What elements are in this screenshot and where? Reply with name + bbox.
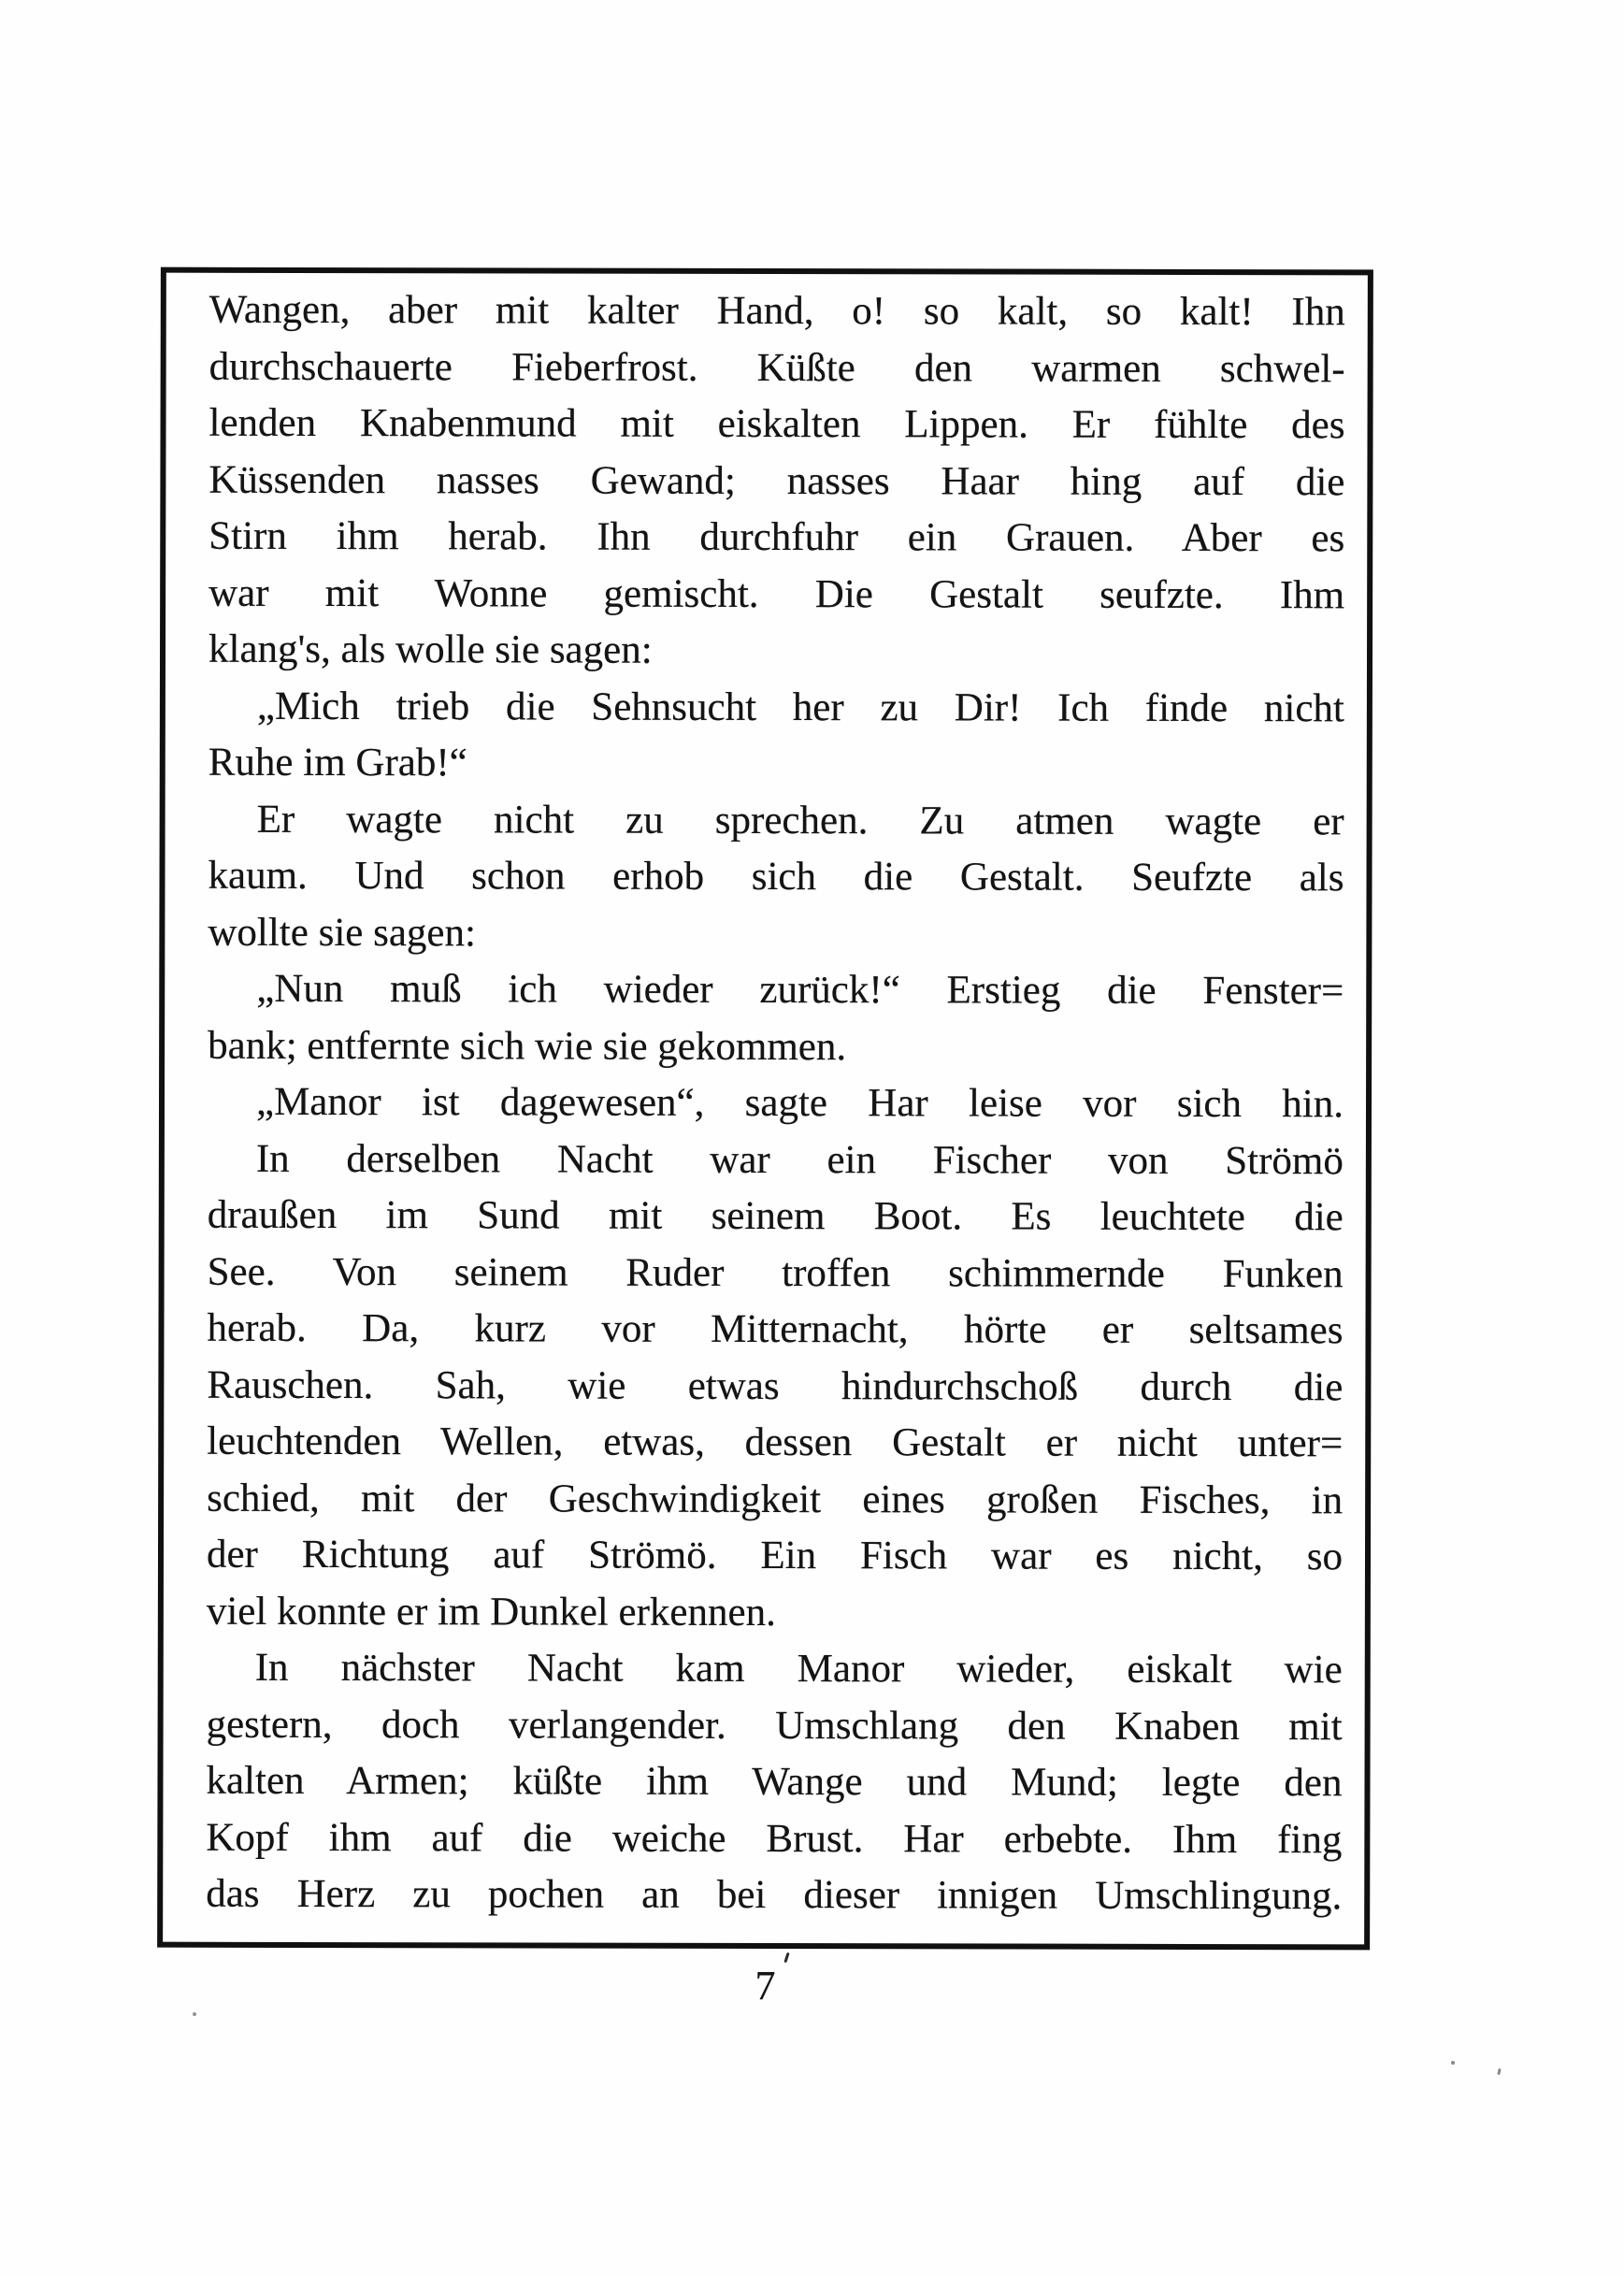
- text-line: „Nun muß ich wieder zurück!“ Erstieg die Fenster=: [256, 966, 1344, 1014]
- text-line: Er wagte nicht zu sprechen. Zu atmen wagte er: [256, 797, 1344, 843]
- text-line: herab. Da, kurz vor Mitternacht, hörte er seltsames: [207, 1305, 1344, 1353]
- text-line: bank; entfernte sich wie sie gekommen.: [208, 1023, 847, 1069]
- page-number: 7: [755, 1963, 776, 2009]
- text-line: Wangen, aber mit kalter Hand, o! so kalt, so kalt! Ihn: [208, 287, 1345, 335]
- text-frame-border: [157, 267, 1373, 1951]
- text-line: Stirn ihm herab. Ihn durchfuhr ein Grauen. Aber es: [208, 513, 1345, 561]
- text-line: durchschauerte Fieberfrost. Küßte den warmen schwel-: [208, 344, 1345, 391]
- text-line: Küssenden nasses Gewand; nasses Haar hing auf die: [208, 457, 1345, 504]
- text-line: See. Von seinem Ruder troffen schimmernde Funken: [207, 1249, 1344, 1296]
- ink-speck: [193, 2012, 196, 2016]
- text-line: gestern, doch verlangender. Umschlang den Knaben mit: [206, 1702, 1343, 1749]
- ink-speck: [1497, 2068, 1501, 2075]
- text-line: kaum. Und schon erhob sich die Gestalt. Seufzte als: [208, 853, 1344, 900]
- text-line: Kopf ihm auf die weiche Brust. Har erbebte. Ihm fing: [206, 1815, 1343, 1862]
- text-line: viel konnte er im Dunkel erkennen.: [206, 1589, 776, 1635]
- text-line: kalten Armen; küßte ihm Wange und Mund; legte den: [206, 1758, 1343, 1806]
- text-line: „Mich trieb die Sehnsucht her zu Dir! Ich finde nicht: [256, 684, 1344, 730]
- text-line: draußen im Sund mit seinem Boot. Es leuchtete die: [207, 1192, 1344, 1240]
- text-line: das Herz zu pochen an bei dieser innigen Umschlingung.: [206, 1871, 1343, 1919]
- text-line: Rauschen. Sah, wie etwas hindurchschoß durch die: [207, 1362, 1344, 1409]
- text-line: klang's, als wolle sie sagen:: [208, 627, 653, 672]
- text-line: leuchtenden Wellen, etwas, dessen Gestalt er nicht unter=: [207, 1419, 1344, 1466]
- text-line: „Manor ist dagewesen“, sagte Har leise vor sich hin.: [255, 1079, 1344, 1127]
- text-line: lenden Knabenmund mit eiskalten Lippen. Er fühlte des: [208, 400, 1345, 448]
- text-line: In nächster Nacht kam Manor wieder, eiskalt wie: [254, 1645, 1343, 1693]
- page-body-text: [206, 282, 1345, 1925]
- text-line: In derselben Nacht war ein Fischer von Strömö: [255, 1136, 1344, 1183]
- text-line: wollte sie sagen:: [208, 910, 477, 955]
- text-line: war mit Wonne gemischt. Die Gestalt seufzte. Ihm: [208, 570, 1345, 617]
- text-line: schied, mit der Geschwindigkeit eines großen Fisches, in: [207, 1476, 1344, 1522]
- ink-speck: [1451, 2061, 1455, 2065]
- text-line: der Richtung auf Strömö. Ein Fisch war es nicht, so: [206, 1532, 1344, 1579]
- text-line: Ruhe im Grab!“: [208, 740, 467, 785]
